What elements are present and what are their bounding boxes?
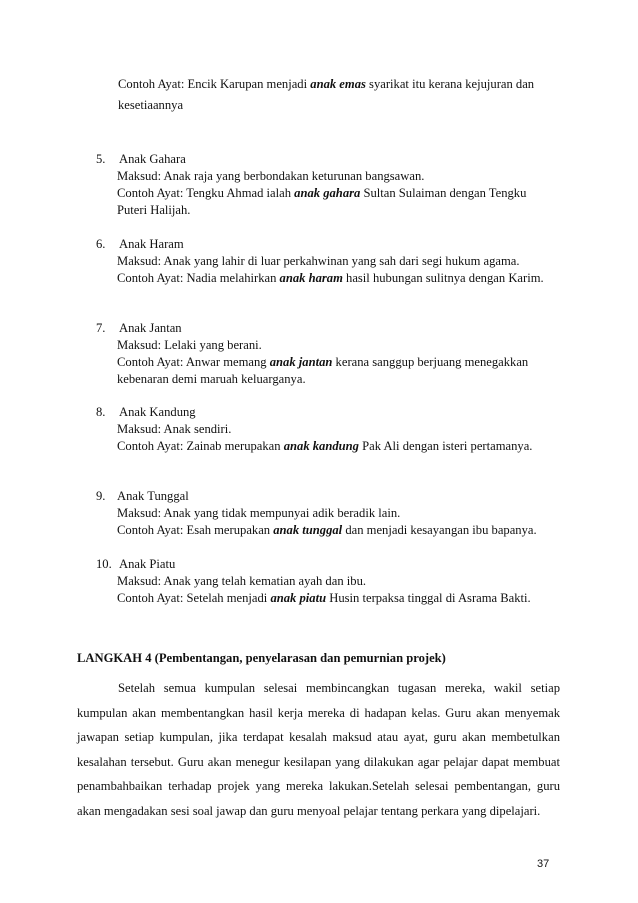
list-item-title: Anak Haram [119,237,184,251]
idiom-highlight: anak jantan [269,355,333,369]
list-item-meaning: Maksud: Anak sendiri. [117,422,232,436]
list-item-title: Anak Piatu [119,557,176,571]
list-item-title: Anak Jantan [119,321,182,335]
list-item-number: 10. [96,557,112,571]
list-item-title: Anak Gahara [119,152,186,166]
list-item-example: Contoh Ayat: Anwar memang anak jantan kerana sanggup berjuang menegakkan [117,355,529,369]
list-item-example: Contoh Ayat: Zainab merupakan anak kandung Pak Ali dengan isteri pertamanya. [117,439,533,453]
intro-example-text: Contoh Ayat: Encik Karupan menjadi [118,77,311,91]
list-item-example: Contoh Ayat: Esah merupakan anak tunggal dan menjadi kesayangan ibu bapanya. [117,523,537,537]
idiom-highlight: anak tunggal [273,523,343,537]
list-item-title: Anak Kandung [119,405,196,419]
list-item-meaning: Maksud: Anak raja yang berbondakan keturunan bangsawan. [117,169,425,183]
list-item-meaning: Maksud: Lelaki yang berani. [117,338,262,352]
intro-example-text-end: syarikat itu kerana kejujuran dan [365,77,535,91]
list-item-number: 9. [96,489,106,503]
idiom-highlight: anak piatu [270,591,327,605]
section-heading: LANGKAH 4 (Pembentangan, penyelarasan dan pemurnian projek) [77,651,446,665]
list-item-number: 7. [96,321,106,335]
list-item-example: Contoh Ayat: Nadia melahirkan anak haram hasil hubungan sulitnya dengan Karim. [117,271,544,285]
list-item-number: 8. [96,405,106,419]
section-paragraph: Setelah semua kumpulan selesai membincangkan tugasan mereka, wakil setiap kumpulan akan membentangkan hasil kerja mereka di hadapan kelas. Guru akan menyemak jawapan setiap kumpulan, jika terdapat kesalah maksud atau ayat, guru akan membetulkan kesalahan tersebut. Guru akan menegur kesilapan yang dilakukan agar pelajar dapat membuat penambahbaikan terhadap projek yang mereka lakukan.Setelah selesai pembentangan, guru akan mengadakan sesi soal jawap dan guru menyoal pelajar tentang perkara yang dipelajari. [77,681,560,818]
list-item-example-continuation: Puteri Halijah. [117,203,191,217]
list-item-meaning: Maksud: Anak yang tidak mempunyai adik beradik lain. [117,506,401,520]
list-item-example-continuation: kebenaran demi maruah keluarganya. [117,372,306,386]
list-item-meaning: Maksud: Anak yang lahir di luar perkahwinan yang sah dari segi hukum agama. [117,254,520,268]
intro-example-line [118,76,534,92]
intro-highlight-phrase: anak emas [310,77,366,91]
idiom-highlight: anak haram [279,271,343,285]
list-item-number: 6. [96,237,106,251]
idiom-highlight: anak gahara [294,186,361,200]
list-item-meaning: Maksud: Anak yang telah kematian ayah dan ibu. [117,574,367,588]
intro-example-continuation: kesetiaannya [118,98,184,112]
page-number: 37 [537,858,550,870]
idiom-highlight: anak kandung [283,439,359,453]
list-item-title: Anak Tunggal [117,489,189,503]
list-item-example: Contoh Ayat: Setelah menjadi anak piatu Husin terpaksa tinggal di Asrama Bakti. [117,591,531,605]
list-item-example: Contoh Ayat: Tengku Ahmad ialah anak gahara Sultan Sulaiman dengan Tengku [117,186,527,200]
list-item-number: 5. [96,152,106,166]
